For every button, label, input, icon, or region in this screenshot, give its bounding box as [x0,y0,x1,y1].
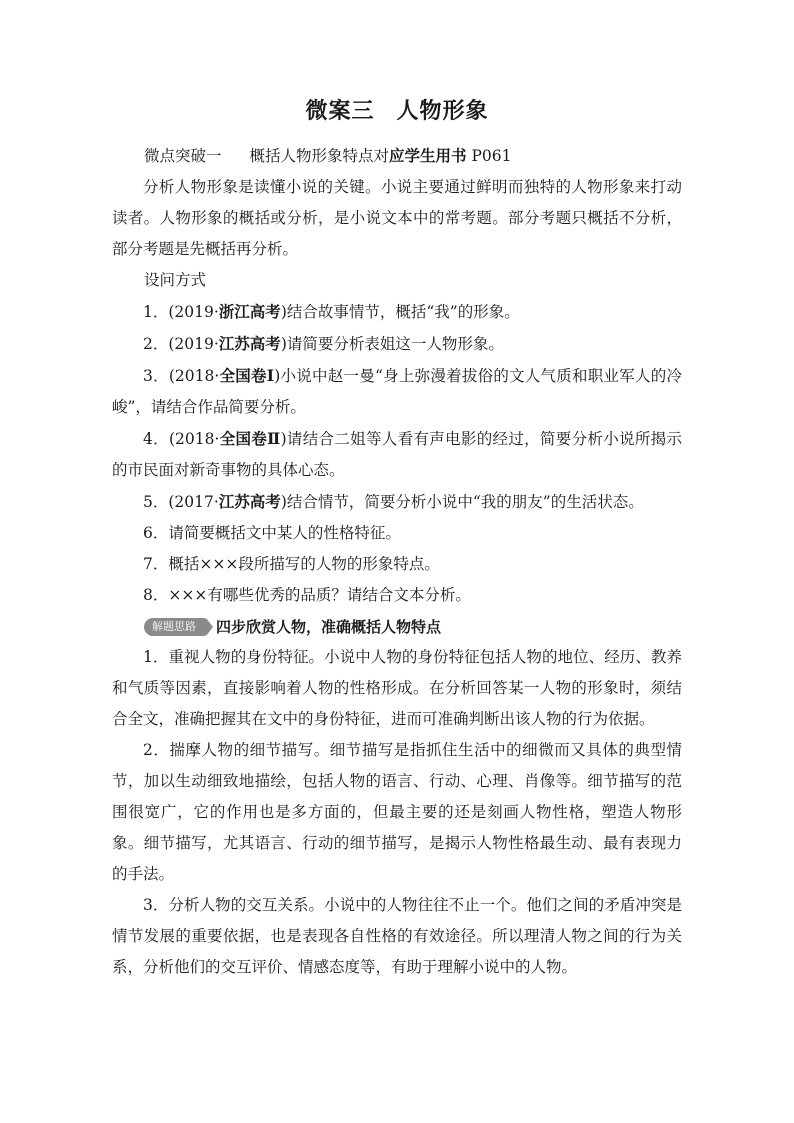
intro-paragraph: 分析人物形象是读懂小说的关键。小说主要通过鲜明而独特的人物形象来打动读者。人物形象的概括或分析，是小说文本中的常考题。部分考题只概括不分析，部分考题是先概括再分析。 [112,178,682,258]
title-part2: 人物形象 [396,98,489,124]
question-item: 2．(2019·江苏高考)请简要分析表姐这一人物形象。 [143,334,504,353]
page-title [0,94,794,125]
question-item: 4．(2018·全国卷Ⅱ)请结合二姐等人看有声电影的经过，简要分析小说所揭示的市民面对新奇事物的具体心态。 [112,429,682,479]
subhead-ref-page: P061 [471,147,512,165]
step-paragraph-2: 2．揣摩人物的细节描写。细节描写是指抓住生活中的细微而又具体的典型情节，加以生动细致地描绘，包括人物的语言、行动、心理、肖像等。细节描写的范围很宽广，它的作用也是多方面的，但最主要的还是刻画人物性格，塑造人物形象。细节描写，尤其语言、行动的细节描写，是揭示人物性格最生动、最有表现力的手法。 [112,741,682,883]
question-item: 8．×××有哪些优秀的品质？请结合文本分析。 [143,586,471,604]
question-item: 6．请简要概括文中某人的性格特征。 [143,524,401,542]
question-item: 7．概括×××段所描写的人物的形象特点。 [143,555,440,573]
main-content [112,140,682,983]
tip-badge: 解题思路 [144,618,206,636]
tip-heading-text: 四步欣赏人物，准确概括人物特点 [216,618,442,636]
section-subhead [112,140,682,172]
subhead-label: 微点突破一 [144,147,222,165]
step-paragraph-1: 1．重视人物的身份特征。小说中人物的身份特征包括人物的地位、经历、教养和气质等因素，直接影响着人物的性格形成。在分析回答某一人物的形象时，须结合全文，准确把握其在文中的身份特征，进而可准确判断出该人物的行为依据。 [112,648,682,728]
subhead-ref-bold: 应学生用书 [389,146,467,165]
question-heading: 设问方式 [144,271,207,289]
question-item: 3．(2018·全国卷Ⅰ)小说中赵一曼“身上弥漫着拔俗的文人气质和职业军人的冷峻”，请结合作品简要分析。 [112,366,682,416]
subhead-topic: 概括人物形象特点对 [249,147,390,165]
step-paragraph-3: 3．分析人物的交互关系。小说中的人物往往不止一个。他们之间的矛盾冲突是情节发展的重要依据，也是表现各自性格的有效途径。所以理清人物之间的行为关系，分析他们的交互评价、情感态度等，有助于理解小说中的人物。 [112,896,682,976]
question-list [112,296,682,611]
question-item: 5．(2017·江苏高考)结合情节，简要分析小说中“我的朋友”的生活状态。 [143,492,644,511]
tip-heading [112,611,682,642]
question-item: 1．(2019·浙江高考)结合故事情节，概括“我”的形象。 [143,302,520,321]
title-part1: 微案三 [305,98,375,124]
